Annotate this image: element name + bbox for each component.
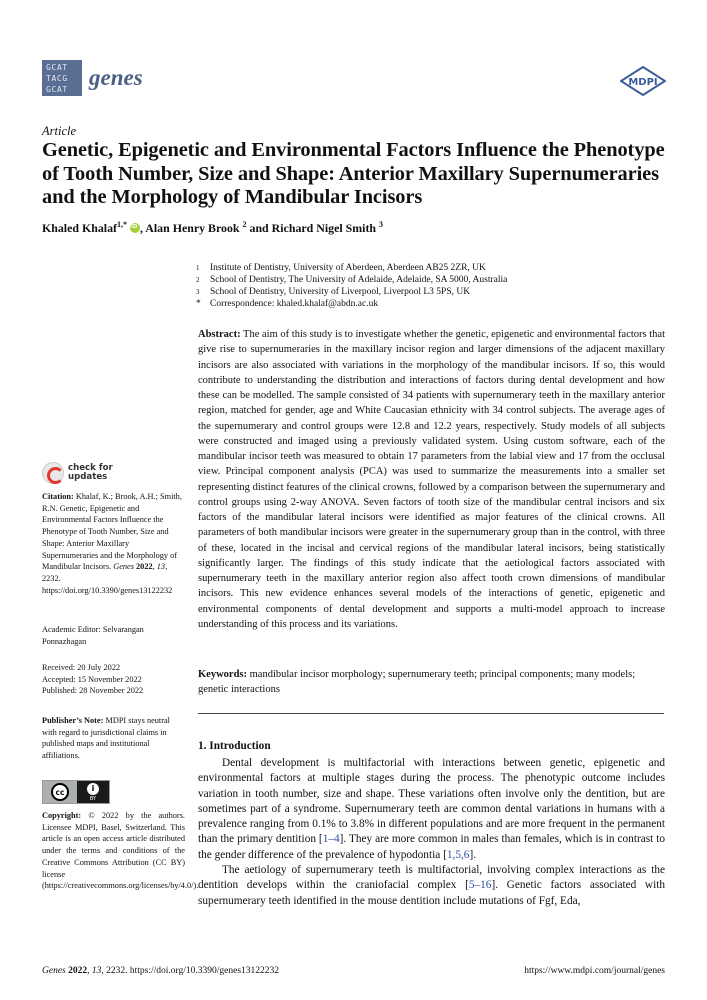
introduction-body — [198, 756, 665, 909]
author-separator: and — [246, 221, 272, 235]
correspondence-text[interactable]: Correspondence: khaled.khalaf@abdn.ac.uk — [210, 299, 379, 309]
abstract-text: The aim of this study is to investigate whether the genetic, epigenetic and environmental factors that give rise to supernumeraries in the maxillary incisor region and larger dimensions of the adjacent maxillary incisors are also associated with variations in the morphology of the mandibular incisors. If so, this would contribute to understanding the distribution and interactions of factors during dental development and how these can be modelled. The sample consisted of 34 patients with supernumerary teeth in the maxillary anterior region, matched for gender, age and White Caucasian ethnicity with 34 control subjects. The average ages of the supernumerary and control groups were 12.8 and 12.2 years, respectively. Study models of all subjects were constructed and imaged using a previously validated system. Using custom software, each of the mandibular incisor teeth was measured to obtain 17 parameters from the labial view and 17 from the occlusal view. Principal component analysis (PCA) was used to summarize the measurements into a smaller set representing distinct features of the clinical crowns, followed by a comparison between the supernumerary and control groups using 2-way ANOVA. Seven factors of tooth size of the mandibular central incisors and six factors of the mandibular lateral incisors were identified as major features of the clinical crowns. All parameters of both mandibular incisors were greater in the supernumerary group than in the control, with three of these, located in the incisal and cervical regions of the mandibular lateral incisors, being statistically significantly larger. The findings of this study indicate that the aetiological factors associated with supernumerary teeth in the maxillary anterior region also affect tooth crown dimensions of mandibular incisors. This new evidence enhances several models of the interactions of genetic, epigenetic and environmental components of dental development and supports a multi-model approach to increase understanding of this process and its variations. — [198, 329, 666, 630]
published-date: Published: 28 November 2022 — [42, 686, 144, 696]
publisher-note-label: Publisher’s Note: — [42, 716, 104, 725]
abstract — [198, 327, 665, 632]
reference-link[interactable]: 1,5,6 — [446, 848, 470, 861]
keywords — [198, 667, 665, 698]
author-affil-mark: 2 — [242, 220, 247, 229]
affiliation-text: Institute of Dentistry, University of Aberdeen, Aberdeen AB25 2ZR, UK — [210, 263, 486, 273]
affiliation-item — [196, 262, 507, 274]
reference-link[interactable]: 1–4 — [322, 833, 340, 846]
check-for-updates-button[interactable] — [42, 462, 113, 484]
footer-volume: 13 — [91, 966, 102, 976]
creative-commons-icon: cc — [51, 783, 69, 801]
check-updates-icon — [42, 462, 64, 484]
author-affil-mark: 3 — [379, 220, 384, 229]
keywords-text: mandibular incisor morphology; supernumerary teeth; principal components; many models; genetic interactions — [198, 669, 636, 696]
attribution-person-icon: i — [87, 783, 99, 795]
author-name[interactable]: Khaled Khalaf — [42, 221, 117, 235]
section-divider — [198, 713, 664, 714]
reference-link[interactable]: 5–16 — [468, 879, 492, 892]
article-title: Genetic, Epigenetic and Environmental Factors Influence the Phenotype of Tooth Number, Size and Shape: Anterior Maxillary Supernumeraries and the Morphology of Mandibular Incisors — [42, 139, 665, 208]
affiliations — [196, 262, 507, 310]
affiliation-item — [196, 286, 507, 298]
author-name[interactable]: Richard Nigel Smith — [271, 221, 377, 235]
author-name[interactable]: Alan Henry Brook — [145, 221, 240, 235]
editor-label: Academic Editor: — [42, 625, 101, 634]
affiliation-mark: 1 — [196, 264, 200, 272]
publisher-note-text: MDPI stays neutral with regard to jurisdictional claims in published maps and institutional affiliations. — [42, 716, 170, 761]
editor-name: Selvarangan Ponnazhagan — [42, 625, 144, 646]
keywords-label: Keywords: — [198, 669, 247, 680]
journal-logo[interactable] — [42, 60, 143, 96]
mdpi-logo-text: MDPI — [628, 77, 658, 88]
abstract-label: Abstract: — [198, 329, 241, 340]
copyright-label: Copyright: — [42, 811, 82, 820]
affiliation-mark: * — [196, 299, 201, 309]
citation-doi[interactable]: , 2232. https://doi.org/10.3390/genes13122232 — [42, 562, 173, 595]
accepted-date: Accepted: 15 November 2022 — [42, 674, 142, 684]
article-type: Article — [42, 124, 77, 138]
paragraph: The aetiology of supernumerary teeth is multifactorial, involving complex interactions as the dentition develops within the craniofacial complex [5–16]. Genetic factors associated with supernumerary teeth identified in the mouse dentition include mutations of Fgf, Eda, — [198, 864, 665, 907]
author-separator: , — [139, 221, 146, 235]
check-updates-line2: updates — [68, 472, 108, 482]
received-date: Received: 20 July 2022 — [42, 663, 121, 672]
citation-volume: 13 — [156, 562, 166, 572]
affiliation-mark: 2 — [196, 276, 200, 284]
author-affil-mark: 1,* — [117, 220, 127, 229]
affiliation-item — [196, 298, 507, 310]
orcid-icon[interactable] — [130, 223, 140, 233]
citation-journal: Genes — [113, 562, 134, 572]
footer-journal: Genes — [42, 966, 66, 976]
citation-label: Citation: — [42, 492, 74, 501]
check-updates-line1: check for — [68, 463, 113, 473]
citation-year: 2022 — [136, 562, 153, 572]
citation-text: Khalaf, K.; Brook, A.H.; Smith, R.N. Genetic, Epigenetic and Environmental Factors Influence the Phenotype of Tooth Number, Size and Shape: Anterior Maxillary Supernumeraries and the Morphology of Mandibular Incisors. — [42, 492, 182, 572]
academic-editor — [42, 624, 185, 647]
author-list — [42, 220, 383, 236]
footer-year: 2022 — [68, 966, 88, 976]
affiliation-item — [196, 274, 507, 286]
by-label: BY — [89, 795, 97, 802]
citation-block: Citation: Khalaf, K.; Brook, A.H.; Smith, R.N. Genetic, Epigenetic and Environmental Factors Influence the Phenotype of Tooth Number, Size and Shape: Anterior Maxillary Supernumeraries and the Morphology of Mandibular Incisors. Genes 2022, 13, 2232. https://doi.org/10.3390/genes13122232 — [42, 492, 182, 595]
affiliation-text: School of Dentistry, The University of Adelaide, Adelaide, SA 5000, Australia — [210, 275, 508, 285]
cc-by-license-badge[interactable] — [42, 780, 110, 804]
publisher-note — [42, 715, 185, 762]
journal-name: genes — [89, 65, 143, 90]
mdpi-logo-icon[interactable] — [620, 66, 666, 96]
affiliation-text: School of Dentistry, University of Liverpool, Liverpool L3 5PS, UK — [210, 287, 471, 297]
publication-dates — [42, 662, 185, 697]
paragraph: Dental development is multifactorial with interactions between genetic, epigenetic and environmental factors at multiple stages during the process. The phenotypic outcome includes variation in tooth number, size and shape. These variations often involve only the dentition, but are sometimes part of a syndrome. Supernumerary teeth are common dental variations in humans with a prevalence ranging from 0.1% to 3.8% in different populations and are more frequent in the permanent than the primary dentition [1–4]. They are more common in males than females, which is in contrast to the gender difference of the prevalence of hypodontia [1,5,6]. — [198, 757, 666, 861]
footer-citation: Genes 2022, 13, 2232. https://doi.org/10.3390/genes13122232 — [42, 966, 280, 976]
footer-journal-url[interactable]: https://www.mdpi.com/journal/genes — [524, 966, 665, 976]
copyright-block — [42, 810, 199, 892]
section-heading: 1. Introduction — [198, 740, 271, 752]
affiliation-mark: 3 — [196, 288, 200, 296]
dna-logo-icon: GCAT TACG GCAT — [42, 60, 82, 96]
copyright-text: © 2022 by the authors. Licensee MDPI, Basel, Switzerland. This article is an open access article distributed under the terms and conditions of the Creative Commons Attribution (CC BY) license (https://creativecommons.org/licenses/by/4.0/). — [42, 811, 199, 891]
footer-doi[interactable]: , 2232. https://doi.org/10.3390/genes13122232 — [101, 966, 280, 976]
